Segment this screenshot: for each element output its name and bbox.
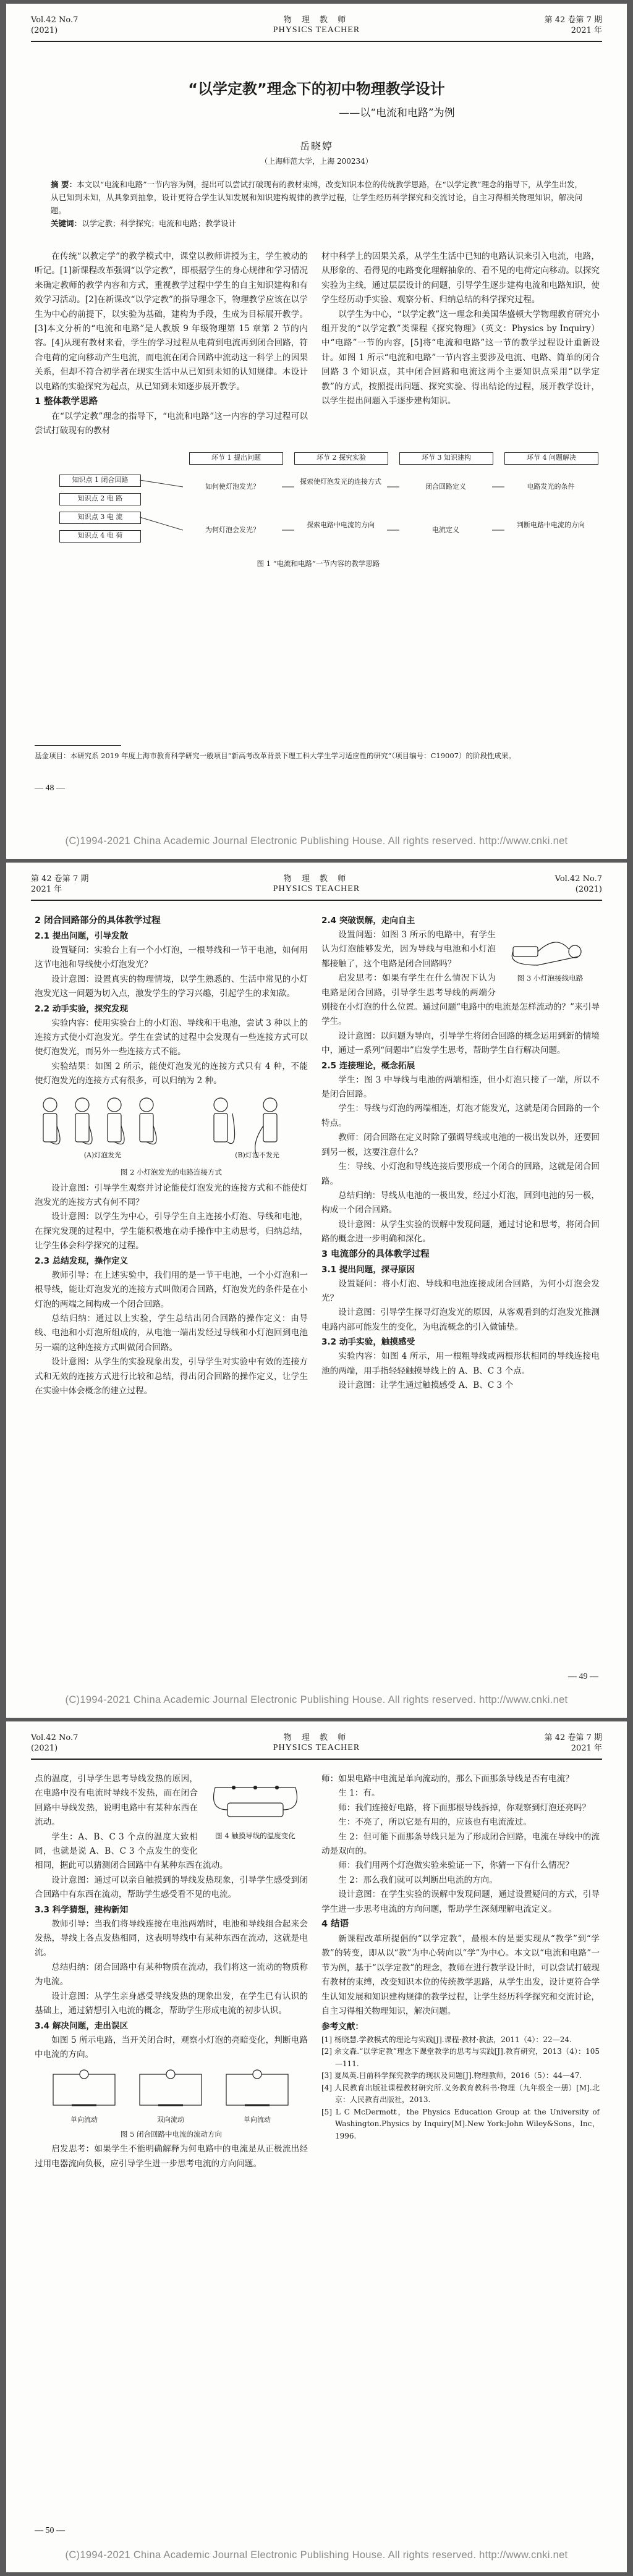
journal-name-en: PHYSICS TEACHER (273, 884, 360, 893)
fig2-label-a: (A)灯泡发光 (83, 1151, 122, 1159)
abstract-label: 摘 要： (51, 180, 77, 189)
section-3-3-heading: 3.3 科学猜想，建构新知 (35, 1904, 129, 1915)
volume-label: Vol.42 No.7 (31, 15, 79, 25)
paragraph: 设计意图：从学生的实验现象出发，引导学生对实验中有效的连接方式和无效的连接方式进行比较和总结，得出闭合回路的操作定义，让学生在实验中体会概念的建立过程。 (35, 1357, 308, 1396)
fig1-knowledge-4: 知识点 4 电 荷 (59, 530, 141, 543)
paragraph: 总结归纳：导线从电池的一极出发，经过小灯泡，回到电池的另一极，构成一个闭合回路。 (321, 1190, 600, 1215)
page2-left-column (35, 913, 308, 1398)
section-2-1-heading: 2.1 提出问题，引导发散 (35, 931, 129, 941)
paragraph: 启发思考：如果学生不能明确解释为何电路中的电流是从正极流出经过用电器流向负极，应引导学生进一步思考电流的方向问题。 (35, 2144, 308, 2169)
section-2-5-heading: 2.5 连接理论，概念拓展 (321, 1060, 415, 1071)
section-3-2-heading: 3.2 动手实验，触摸感受 (321, 1337, 415, 1348)
issue-year: 2021 年 (571, 26, 602, 35)
section-2-2-heading: 2.2 动手实验，探究发现 (35, 1003, 129, 1014)
paragraph: 设计意图：在学生实验的误解中发现问题，通过设置疑问的方式，引导学生进一步思考电流的方向问题，帮助学生深刻理解电流定义。 (321, 1890, 600, 1914)
journal-name-en: PHYSICS TEACHER (273, 1743, 360, 1752)
section-2-3-heading: 2.3 总结发现，操作定义 (35, 1256, 129, 1266)
fig5-caption: 图 5 闭合回路中电流的流动方向 (120, 2130, 223, 2139)
page3-right-column (321, 1772, 600, 2142)
page1-right-column (321, 250, 600, 408)
fig1-q1-step2: 探索使灯泡发光的连接方式 (300, 478, 381, 486)
fig2-label-b: (B)灯泡不发光 (235, 1151, 279, 1159)
paragraph: 实验内容：使用实验台上的小灯泡、导线和干电池，尝试 3 种以上的连接方式使小灯泡发光。学生在尝试的过程中会发现有一些连接方式可以使灯泡发光，而另外一些连接方式不能。 (35, 1018, 308, 1057)
paragraph: 教师引导：当我们将导线连接在电池两端时，电池和导线组合起来会发热，导线上各点发热相同，这表明导线中有某种东西在流动，这就是电流。 (35, 1919, 308, 1958)
right-paragraph-1: 材中科学上的因果关系，从学生生活中已知的电路认识来引入电流，电路，从形象的、看得见的电路变化理解抽象的、看不见的电荷定向移动。以探究实验为主线，通过层层设计的问题，引导学生逐步建构电流和电路知识，使学生经历动手实验、观察分析、归纳总结的科学探究过程。 (321, 251, 600, 305)
fig1-q1-step1: 如何使灯泡发光？ (205, 483, 260, 491)
paragraph: 设计意图：从学生实验的误解中发现问题，通过讨论和思考，将闭合回路的概念进一步明确和深化。 (321, 1219, 600, 1244)
volume-label: Vol.42 No.7 (31, 1733, 79, 1742)
paragraph: 设计意图：设置真实的物理情境，以学生熟悉的、生活中常见的小灯泡发光这一问题为切入点，激发学生的学习兴趣，引起学生的求知欲。 (35, 974, 308, 999)
journal-name-cn: 物 理 教 师 (283, 15, 350, 25)
paragraph: 生：导线、小灯泡和导线连接后要形成一个闭合的回路，这就是闭合回路。 (321, 1162, 600, 1186)
page-50 (6, 1721, 627, 2572)
paragraph: 师：我们用两个灯泡做实验来验证一下，你猜一下有什么情况？ (338, 1860, 574, 1871)
paragraph: 教师引导：在上述实验中，我们用的是一节干电池，一个小灯泡和一根导线，能让灯泡发光的连接方式叫做闭合回路，灯泡发光的条件是在小灯泡的两端之间构成一个闭合回路。 (35, 1270, 308, 1309)
page-header (31, 1731, 602, 1760)
paragraph: 实验内容：如图 4 所示，用一根粗导线或两根形状相同的导线连接电池的两端，用手指轻轻触摸导线上的 A、B、C 3 个点。 (321, 1351, 600, 1376)
reference-item: [1] 杨晓慧.学教模式的理论与实践[J].课程·教材·教法，2011（4）：22—24. (321, 2035, 572, 2044)
fig1-connectors (35, 450, 602, 555)
abstract-text: 本文以“电流和电路”一节内容为例，提出可以尝试打破现有的教材束缚，改变知识本位的传统教学思路，在“以学定教”理念的指导下，从学生出发，从已知到未知，从具象到抽象，设计更符合学生认知发展和知识建构规律的教学过程，让学生经历科学探究和交流讨论，自主习得相关物理知识，解决问题。 (51, 180, 582, 215)
fig1-q2-step3: 电流定义 (432, 526, 459, 534)
issue-label: 第 42 卷第 7 期 (544, 1733, 602, 1742)
fig1-knowledge-2: 知识点 2 电 路 (59, 493, 141, 505)
section-3-heading: 3 电流部分的具体教学过程 (321, 1249, 430, 1259)
paragraph: 点的温度，引导学生思考导线发热的原因，在电路中没有电流时导线不发热，而在闭合回路中导线发热，说明电路中有某种东西在流动。 (35, 1774, 198, 1828)
paragraph: 生：不亮了，所以它是有用的，应该也有电流流过。 (338, 1817, 532, 1828)
fig1-knowledge-1: 知识点 1 闭合回路 (59, 475, 141, 487)
fig1-q1-step4: 电路发光的条件 (527, 483, 575, 491)
section-2-heading: 2 闭合回路部分的具体教学过程 (35, 916, 161, 926)
fig5-label-1: 单向流动 (70, 2116, 98, 2124)
fig1-q2-step2: 探索电路中电流的方向 (307, 521, 375, 529)
fig1-q2-step4: 判断电路中电流的方向 (517, 521, 585, 529)
page-number: — 50 — (35, 2526, 65, 2535)
paragraph: 设计意图：通过可以亲自触摸到的导线发热现象，引导学生感受到闭合回路中有东西在流动，帮助学生感受看不见的电流。 (35, 1875, 308, 1900)
intro-paragraph: 在传统“以教定学”的教学模式中，课堂以教师讲授为主，学生被动的听记。[1]新课程改革强调“以学定教”，即根据学生的身心规律和学习情况来确定教师的教学内容和方式，重视教学过程中学生的自主知识建构和有效学习活动。[2]在新课改“以学定教”的指导理念下，物理教学应该在以学生为中心的前提下，以实验为基础，建构为手段，生成为目标展开教学。[3]本文分析的“电流和电路”是人教版 9 年级物理第 15 章第 2 节的内容。[4]从现有教材来看，学生的学习过程从电荷到电流再到闭合回路，符合电荷的定向移动产生电流，而电流在闭合回路中流动这一科学上的因果关系，但却不符合初学者在现实生活中从已知到未知的认知规律。本设计以电路的实验探究为起点，从已知到未知逐步展开教学。 (35, 251, 308, 392)
abstract (51, 178, 582, 230)
paragraph: 实验结果：如图 2 所示，能使灯泡发光的连接方式只有 4 种，不能使灯泡发光的连接方式有很多，可以归纳为 2 种。 (35, 1061, 308, 1086)
paragraph: 总结归纳：闭合回路中有某种物质在流动，我们将这一流动的物质称为电流。 (35, 1962, 308, 1987)
reference-item: [5] L C McDermott，the Physics Education Group at the University of Washington.Physics by Inquiry[M].New York:John Wiley&Sons，Inc，1996. (321, 2107, 600, 2140)
page-number: — 48 — (35, 783, 65, 793)
paragraph: 如图 5 所示电路，当开关闭合时，观察小灯泡的亮暗变化，判断电路中电流的方向。 (35, 2035, 308, 2059)
issue-label: 第 42 卷第 7 期 (31, 874, 89, 884)
references-list (321, 2034, 600, 2143)
year-label: (2021) (575, 885, 602, 894)
references-heading: 参考文献： (321, 2021, 363, 2032)
paragraph: 设置问题：如图 3 所示的电路中，有学生认为灯泡能够发光，因为导线与电池和小灯泡都接触了，这个电路是闭合回路吗？ (321, 930, 496, 969)
issue-year: 2021 年 (571, 1744, 602, 1753)
page3-left-column (35, 1772, 308, 2171)
section-3-1-heading: 3.1 提出问题，探寻原因 (321, 1264, 415, 1275)
paragraph: 设置疑问：将小灯泡、导线和电池连接成闭合回路，为何小灯泡会发光？ (321, 1278, 600, 1303)
reference-item: [4] 人民教育出版社课程教材研究所.义务教育教科书·物理（九年级全一册）[M].北京：人民教育出版社，2013. (321, 2083, 600, 2104)
fig5-label-3: 单向流动 (244, 2116, 271, 2124)
figure-2 (35, 1089, 308, 1181)
copyright-notice: (C)1994-2021 China Academic Journal Electronic Publishing House. All rights reserved. http://www.cnki.net (65, 835, 568, 847)
issue-year: 2021 年 (31, 885, 62, 894)
author-affiliation: （上海师范大学，上海 200234） (260, 157, 373, 166)
paragraph: 学生：导线与灯泡的两端相连，灯泡才能发光，这就是闭合回路的一个特点。 (321, 1104, 600, 1128)
issue-label: 第 42 卷第 7 期 (544, 15, 602, 25)
page-number: — 49 — (568, 1672, 598, 1681)
paragraph: 设计意图：以问题为导向，引导学生将闭合回路的概念运用到新的情境中，通过一系列“问题串”启发学生思考，帮助学生自行解决问题。 (321, 1031, 600, 1056)
right-paragraph-2: 以学生为中心，“以学定教”这一理念和美国华盛顿大学物理教育研究小组开发的“以学定教”类课程《探究物理》（英文：Physics by Inquiry）中“电路”一节的内容，[5]将“电流和电路”这一节的教学过程设计重新设计。如图 1 所示“电流和电路”一节内容主要涉及电流、电路、简单的闭合回路 3 个知识点，其中闭合回路和电流这两个主要知识点采用“以学定教”的方式，按照提出问题、探究实验、得出结论的过程，展开教学设计，以学生提出问题入手逐步建构知识。 (321, 309, 600, 407)
fig1-step-4: 环节 4 问题解决 (504, 452, 598, 465)
year-label: (2021) (31, 1744, 58, 1753)
fig4-caption: 图 4 触摸导线的温度变化 (215, 1831, 295, 1840)
fig1-q2-step1: 为何灯泡会发光？ (205, 526, 260, 534)
paragraph: 设计意图：引导学生观察并讨论能使灯泡发光的连接方式和不能使灯泡发光的连接方式有何不同？ (35, 1183, 308, 1208)
fig1-caption: 图 1 “电流和电路”一节内容的教学思路 (257, 559, 380, 568)
paragraph: 教师：闭合回路在定义时除了强调导线或电池的一极出发以外，还要回到另一极，这要注意什么？ (321, 1133, 600, 1157)
reference-item: [2] 余文森.“以学定教”理念下课堂教学的思考与实践[J].教育研究，2013（4）：105—111. (321, 2047, 600, 2068)
section-1-text: 在“以学定教”理念的指导下，“电流和电路”这一内容的学习过程可以尝试打破现有的教材 (35, 412, 308, 436)
keywords-label: 关键词： (51, 219, 82, 228)
page1-left-column (35, 250, 308, 439)
section-2-4-heading: 2.4 突破误解，走向自主 (321, 916, 415, 926)
figure-5 (35, 2062, 308, 2142)
paragraph: 设置疑问：实验台上有一个小灯泡，一根导线和一节干电池，如何用这节电池和导线使小灯泡发光？ (35, 945, 308, 970)
author-name: 岳晓婷 (299, 140, 333, 152)
fig4-wire (203, 1772, 308, 1828)
paragraph: 设计意图：让学生通过触摸感受 A、B、C 3 个 (338, 1380, 514, 1390)
fig3-caption: 图 3 小灯泡接线电路 (517, 974, 584, 982)
article-subtitle: ——以“电流和电路”为例 (339, 107, 455, 119)
paragraph: 师：我们连接好电路，将下面那根导线拆掉，你观察到灯泡还亮吗？ (338, 1802, 590, 1813)
footnote-rule (35, 745, 121, 746)
funding-footnote: 基金项目：本研究系 2019 年度上海市教育科学研究一般项目“新高考改革背景下理工科大学生学习适应性的研究”（项目编号：C19007）的阶段性成果。 (35, 751, 516, 760)
fig5-label-2: 双向流动 (157, 2116, 184, 2124)
paragraph: 师：如果电路中电流是单向流动的，那么下面那条导线是否有电流？ (321, 1774, 574, 1784)
copyright-notice: (C)1994-2021 China Academic Journal Electronic Publishing House. All rights reserved. http://www.cnki.net (65, 1694, 568, 1705)
fig1-q1-step3: 闭合回路定义 (425, 483, 466, 491)
section-3-4-heading: 3.4 解决问题，走出误区 (35, 2021, 129, 2031)
paragraph: 启发思考：如果有学生在什么情况下认为电路是闭合回路，引导学生思考导线的两端分别接在小灯泡的什么位置。通过问题“电路中的电流是怎样流动的？”来引导学生。 (321, 973, 600, 1027)
journal-name-cn: 物 理 教 师 (283, 1733, 350, 1742)
paragraph: 生 1：有。 (338, 1788, 380, 1799)
page-48 (6, 4, 627, 859)
paragraph: 设计意图：以学生为中心，引导学生自主连接小灯泡、导线和电池，在探究发现的过程中，学生能积极地在动手操作中主动思考，归纳总结，让学生体会科学探究的过程。 (35, 1212, 308, 1251)
paragraph: 学生：图 3 中导线与电池的两端相连，但小灯泡只接了一端，所以不是闭合回路。 (321, 1075, 600, 1100)
figure-4 (203, 1772, 308, 1852)
journal-name-en: PHYSICS TEACHER (273, 25, 360, 35)
volume-label: Vol.42 No.7 (554, 874, 602, 884)
paragraph: 生 2：但可能下面那条导线只是为了形成闭合回路，电流在导线中的流动是双向的。 (321, 1831, 600, 1857)
copyright-notice: (C)1994-2021 China Academic Journal Electronic Publishing House. All rights reserved. http://www.cnki.net (65, 2549, 568, 2561)
year-label: (2021) (31, 26, 58, 35)
fig3-circuit (501, 928, 600, 971)
section-4-heading: 4 结语 (321, 1919, 349, 1930)
paragraph: 总结归纳：通过以上实验，学生总结出闭合回路的操作定义：由导线、电池和小灯泡所组成的，从电池一端出发经过导线和小灯泡回到电池另一端的这种连接方式叫做闭合回路。 (35, 1313, 308, 1353)
article-title: “以学定教”理念下的初中物理教学设计 (188, 80, 445, 98)
page-header (31, 14, 602, 42)
section-1-heading: 1 整体教学思路 (35, 397, 98, 407)
fig1-knowledge-3: 知识点 3 电 流 (59, 512, 141, 524)
page-header (31, 872, 602, 901)
figure-1 (35, 450, 602, 580)
fig2-caption: 图 2 小灯泡发光的电路连接方式 (120, 1167, 223, 1176)
paragraph: 生 2：那么我们就可以判断出电流的方向。 (338, 1875, 498, 1885)
paragraph: 新课程改革所提倡的“以学定教”，最根本的是要实现从“教学”到“学教”的转变，即从以“教”为中心转向以“学”为中心。本文以“电流和电路”一节为例，基于“以学定教”的理念，教师在进行教学设计时，可以尝试打破现有教材的束缚，改变知识本位的传统教学思路，从学生出发，设计更符合学生认知发展和知识建构规律的教学过程，让学生经历科学探究和交流讨论，自主习得相关物理知识，解决问题。 (321, 1934, 600, 2017)
fig5-circuits (35, 2062, 308, 2118)
fig1-step-2: 环节 2 探究实验 (294, 452, 388, 465)
fig1-step-3: 环节 3 知识建构 (399, 452, 493, 465)
paragraph: 学生：A、B、C 3 个点的温度大致相同，也就是说 A、B、C 3 个点发生的变化相同，据此可以猜测闭合回路中有某种东西在流动。 (35, 1831, 228, 1871)
reference-item: [3] 夏凤英.目前科学探究教学的现状及问题[J].物理教师，2016（5）：44—47. (321, 2071, 582, 2080)
paragraph: 设计意图：引导学生探寻灯泡发光的原因，从客观看到的灯泡发光推测电路内部可能发生的变化，为电流概念的引入做铺垫。 (321, 1307, 600, 1332)
figure-3 (501, 928, 600, 987)
fig1-step-1: 环节 1 提出问题 (189, 452, 283, 465)
keywords-text: 以学定教；科学探究；电流和电路；教学设计 (82, 219, 237, 228)
page-49 (6, 863, 627, 1718)
paragraph: 设计意图：从学生亲身感受导线发热的现象出发，在学生已有认识的基础上，通过猜想引入电流的概念，帮助学生形成电流的初步认识。 (35, 1991, 308, 2016)
page2-right-column (321, 913, 600, 1393)
journal-name-cn: 物 理 教 师 (283, 874, 350, 884)
